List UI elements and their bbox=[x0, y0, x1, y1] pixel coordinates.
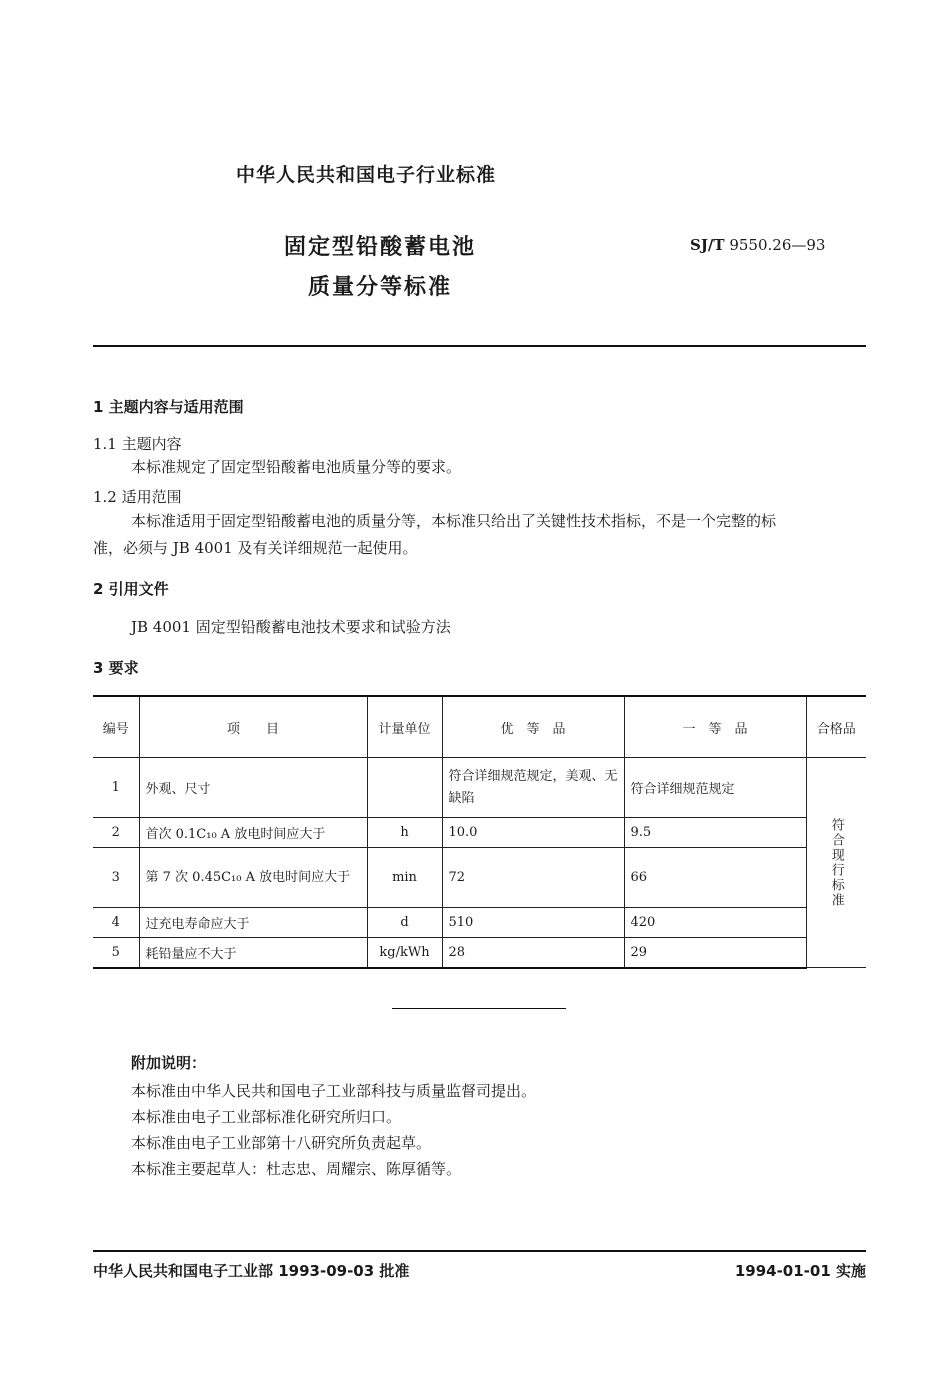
table-row bbox=[93, 908, 866, 938]
note-line: 本标准由电子工业部第十八研究所负责起草。 bbox=[131, 1134, 432, 1152]
header-excellent: 优 等 品 bbox=[442, 696, 624, 758]
row-first-class: 420 bbox=[624, 908, 806, 938]
note-line: 本标准由中华人民共和国电子工业部科技与质量监督司提出。 bbox=[131, 1082, 537, 1100]
end-of-text-rule bbox=[392, 1008, 566, 1009]
top-divider bbox=[93, 345, 866, 347]
note-line: 本标准主要起草人：杜志忠、周耀宗、陈厚循等。 bbox=[131, 1160, 462, 1178]
row-excellent: 510 bbox=[442, 908, 624, 938]
section-1-2-text-line1: 本标准适用于固定型铅酸蓄电池的质量分等，本标准只给出了关键性技术指标，不是一个完整的标 bbox=[131, 512, 777, 530]
header-qualified: 合格品 bbox=[806, 696, 866, 758]
qualified-grade-merged: 符合现行标准 bbox=[806, 758, 866, 968]
table-header-row bbox=[93, 696, 866, 758]
row-excellent: 符合详细规范规定，美观、无缺陷 bbox=[442, 758, 624, 818]
standard-number bbox=[690, 236, 825, 254]
row-item: 耗铅量应不大于 bbox=[139, 938, 367, 968]
row-item: 第 7 次 0.45C₁₀ A 放电时间应大于 bbox=[139, 848, 367, 908]
document-title-line1: 固定型铅酸蓄电池 bbox=[284, 235, 477, 260]
section-1-2-text-line2: 准，必须与 JB 4001 及有关详细规范一起使用。 bbox=[93, 539, 418, 557]
approval-line: 中华人民共和国电子工业部 1993-09-03 批准 bbox=[93, 1262, 410, 1280]
bottom-divider bbox=[93, 1250, 866, 1252]
table-row bbox=[93, 848, 866, 908]
row-no: 3 bbox=[93, 848, 139, 908]
header-unit: 计量单位 bbox=[367, 696, 442, 758]
document-title-line2: 质量分等标准 bbox=[308, 275, 453, 300]
row-unit bbox=[367, 758, 442, 818]
row-excellent: 10.0 bbox=[442, 818, 624, 848]
table-row bbox=[93, 818, 866, 848]
row-no: 2 bbox=[93, 818, 139, 848]
row-unit: kg/kWh bbox=[367, 938, 442, 968]
row-first-class: 符合详细规范规定 bbox=[624, 758, 806, 818]
row-first-class: 29 bbox=[624, 938, 806, 968]
section-1-1-text: 本标准规定了固定型铅酸蓄电池质量分等的要求。 bbox=[131, 458, 462, 476]
row-unit: d bbox=[367, 908, 442, 938]
header-item: 项 目 bbox=[139, 696, 367, 758]
row-first-class: 66 bbox=[624, 848, 806, 908]
table-row bbox=[93, 758, 866, 818]
additional-notes-title: 附加说明： bbox=[131, 1054, 207, 1072]
standard-prefix: SJ/T bbox=[690, 236, 725, 254]
section-2-heading: 2 引用文件 bbox=[93, 580, 169, 598]
row-item: 首次 0.1C₁₀ A 放电时间应大于 bbox=[139, 818, 367, 848]
row-no: 1 bbox=[93, 758, 139, 818]
section-3-heading: 3 要求 bbox=[93, 659, 139, 677]
row-excellent: 28 bbox=[442, 938, 624, 968]
row-unit: h bbox=[367, 818, 442, 848]
header-first-class: 一 等 品 bbox=[624, 696, 806, 758]
effective-date: 1994-01-01 实施 bbox=[734, 1262, 866, 1280]
row-no: 5 bbox=[93, 938, 139, 968]
row-first-class: 9.5 bbox=[624, 818, 806, 848]
row-item: 过充电寿命应大于 bbox=[139, 908, 367, 938]
standard-code: 9550.26—93 bbox=[724, 236, 826, 254]
header-no: 编号 bbox=[93, 696, 139, 758]
section-1-heading: 1 主题内容与适用范围 bbox=[93, 398, 244, 416]
section-1-2-heading: 1.2 适用范围 bbox=[93, 488, 182, 506]
requirements-table bbox=[93, 695, 866, 969]
note-line: 本标准由电子工业部标准化研究所归口。 bbox=[131, 1108, 402, 1126]
row-excellent: 72 bbox=[442, 848, 624, 908]
org-standard-heading: 中华人民共和国电子行业标准 bbox=[236, 164, 497, 186]
table-row bbox=[93, 938, 866, 968]
referenced-document: JB 4001 固定型铅酸蓄电池技术要求和试验方法 bbox=[131, 618, 451, 636]
row-unit: min bbox=[367, 848, 442, 908]
row-no: 4 bbox=[93, 908, 139, 938]
section-1-1-heading: 1.1 主题内容 bbox=[93, 435, 182, 453]
row-item: 外观、尺寸 bbox=[139, 758, 367, 818]
